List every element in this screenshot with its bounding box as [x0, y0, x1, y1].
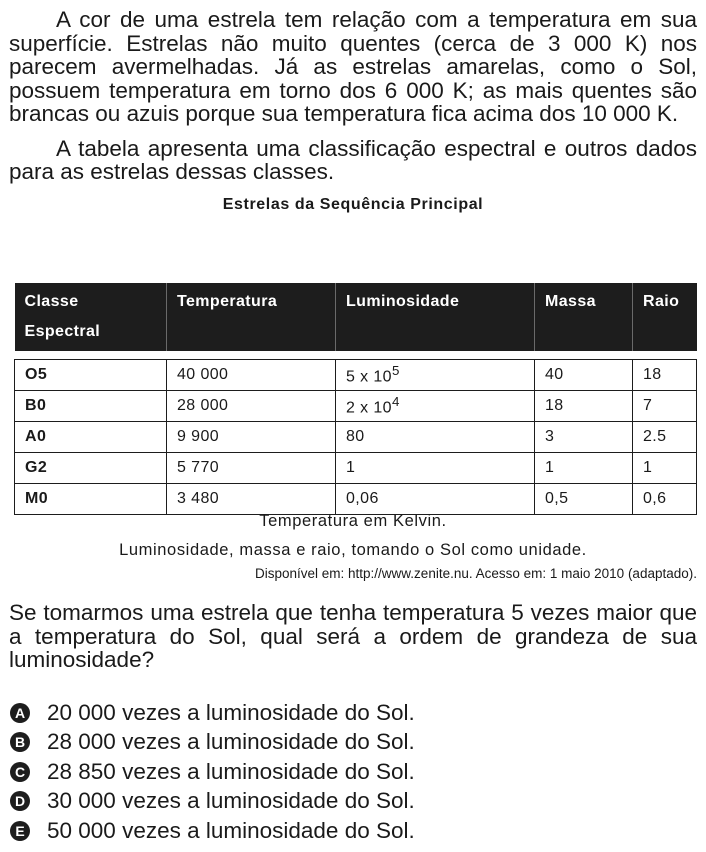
- option-text: 20 000 vezes a luminosidade do Sol.: [47, 699, 415, 725]
- header-class-line1: Classe: [24, 293, 79, 310]
- luminosity-base: 5 x 10: [346, 368, 392, 386]
- star-classification-table: [14, 283, 697, 515]
- intro-paragraph-1: A cor de uma estrela tem relação com a temperatura em sua superfície. Estrelas não muito quentes (cerca de 3 000 K) nos parecem avermelhadas. Já as estrelas amarelas, como o Sol, possuem temperatura em torno dos 6 000 K; as mais quentes são brancas ou azuis porque sua temperatura fica acima dos 10 000 K.: [9, 7, 697, 126]
- cell-radius: 7: [633, 390, 697, 421]
- option-text: 28 850 vezes a luminosidade do Sol.: [47, 758, 415, 784]
- option-c[interactable]: [9, 757, 697, 787]
- option-letter-badge: A: [10, 703, 30, 723]
- units-note: Luminosidade, massa e raio, tomando o Sol como unidade.: [119, 541, 587, 559]
- cell-temperature: 9 900: [167, 421, 336, 452]
- option-text: 30 000 vezes a luminosidade do Sol.: [47, 788, 415, 814]
- option-letter-badge: D: [10, 791, 30, 811]
- table-header-row: [15, 283, 697, 351]
- header-radius: Raio: [633, 283, 697, 351]
- cell-temperature: 3 480: [167, 483, 336, 514]
- option-b[interactable]: [9, 728, 697, 758]
- header-gap: [15, 351, 697, 359]
- table-row: [15, 421, 697, 452]
- answer-options: [9, 698, 697, 846]
- option-text: 50 000 vezes a luminosidade do Sol.: [47, 817, 415, 843]
- table-row: [15, 483, 697, 514]
- cell-mass: 0,5: [535, 483, 633, 514]
- cell-luminosity: 80: [336, 421, 535, 452]
- header-luminosity: Luminosidade: [336, 283, 535, 351]
- header-temperature: Temperatura: [167, 283, 336, 351]
- cell-class: B0: [15, 390, 167, 421]
- question-text: Se tomarmos uma estrela que tenha temperatura 5 vezes maior que a temperatura do Sol, qual será a ordem de grandeza de sua luminosidade?: [9, 600, 697, 672]
- luminosity-exponent: 4: [392, 393, 400, 409]
- cell-class: M0: [15, 483, 167, 514]
- cell-radius: 2.5: [633, 421, 697, 452]
- header-class-line2: Espectral: [24, 323, 101, 340]
- table-title: Estrelas da Sequência Principal: [222, 195, 484, 213]
- cell-class: O5: [15, 359, 167, 390]
- cell-temperature: 28 000: [167, 390, 336, 421]
- option-text: 28 000 vezes a luminosidade do Sol.: [47, 729, 415, 755]
- cell-luminosity: [336, 390, 535, 421]
- cell-luminosity: 0,06: [336, 483, 535, 514]
- option-letter-badge: B: [10, 732, 30, 752]
- cell-mass: 3: [535, 421, 633, 452]
- cell-mass: 18: [535, 390, 633, 421]
- cell-class: G2: [15, 452, 167, 483]
- cell-temperature: 5 770: [167, 452, 336, 483]
- cell-radius: 0,6: [633, 483, 697, 514]
- cell-luminosity: [336, 359, 535, 390]
- cell-mass: 1: [535, 452, 633, 483]
- cell-radius: 18: [633, 359, 697, 390]
- option-letter-badge: C: [10, 762, 30, 782]
- source-citation: Disponível em: http://www.zenite.nu. Acesso em: 1 maio 2010 (adaptado).: [255, 566, 697, 581]
- temperature-unit-note: Temperatura em Kelvin.: [259, 512, 447, 530]
- cell-mass: 40: [535, 359, 633, 390]
- option-letter-badge: E: [10, 821, 30, 841]
- header-spectral-class: [15, 283, 167, 351]
- cell-temperature: 40 000: [167, 359, 336, 390]
- luminosity-base: 2 x 10: [346, 399, 392, 417]
- cell-luminosity: 1: [336, 452, 535, 483]
- cell-class: A0: [15, 421, 167, 452]
- cell-radius: 1: [633, 452, 697, 483]
- table-row: [15, 390, 697, 421]
- table-row: [15, 452, 697, 483]
- header-mass: Massa: [535, 283, 633, 351]
- option-a[interactable]: [9, 698, 697, 728]
- luminosity-exponent: 5: [392, 362, 400, 378]
- table-row: [15, 359, 697, 390]
- option-d[interactable]: [9, 787, 697, 817]
- intro-paragraph-2: A tabela apresenta uma classificação espectral e outros dados para as estrelas dessas classes.: [9, 135, 697, 184]
- option-e[interactable]: [9, 816, 697, 846]
